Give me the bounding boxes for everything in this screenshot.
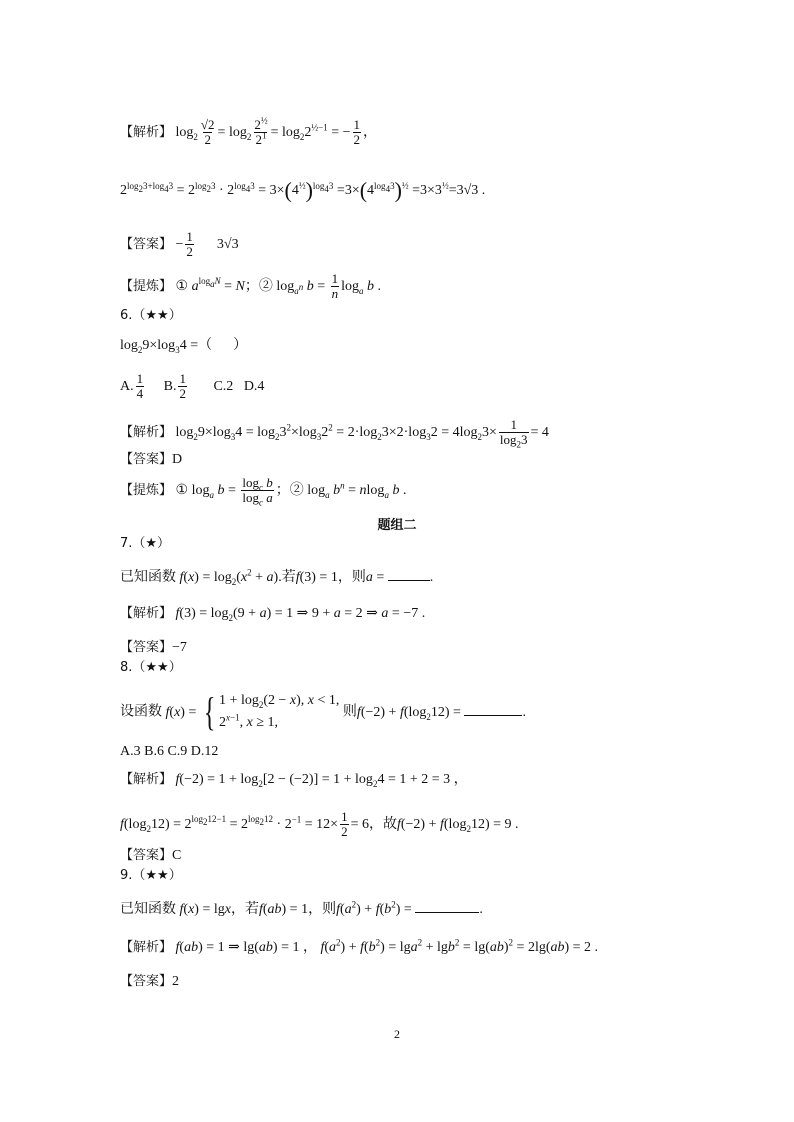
math-expression: f(ab) = 1 [258,902,309,917]
math-expression: $f(a^2) + f(b^2)$ = . [336,899,483,917]
p8-number: 8.（★★） [120,660,182,675]
answer-label: 【答案】 [120,452,173,467]
math-expression: $f(3) = \log_2(9 + a) = 1$ ⇒ 9 + a = 2 ⇒ a = −7 . [175,606,426,623]
math-expression: $f(x) = \log_2(x^2 + a)$ [179,567,279,587]
math-expression: f(x) = lgx [179,902,231,917]
answer-value: −7 [172,640,187,655]
refine-label: 【提炼】 [120,483,173,499]
math-expression: $\log_29\times\log_34 = \log_23^2\times\log_32^2 = 2\cdot\log_23\times 2\cdot\log_32 = 4\log_23\times$ $\frac{1}{\log_23}$ = 4 [175,417,549,450]
math-expression: f(ab) = 1 ⇒ lg(ab) = 1 ， $f(a^2) + f(b^2) = \lg a^2 + \lg b^2 = \lg(ab)^2 = 2\lg(ab) = 2$ . [175,937,599,955]
math-expression: $f(-2) + f(\log_212) = 9$ . [396,817,519,834]
math-expression: a = . [366,570,433,585]
math-expression: $\log_2$ $\frac{√2}{2}$ = $\log_2$ $\frac{2^{\frac{1}{2}}}{2^1}$ = $\log_22^{\frac{1}{2}-1}$ = − $\frac{1}{2}$ ， [175,115,378,148]
answer-blank[interactable] [464,701,522,716]
stem-prefix: 已知函数 [120,902,176,917]
p7-number: 7.（★） [120,536,171,551]
math-expression: $f(-2) + f(\log_212)$ = . [357,705,526,720]
p8-options[interactable]: A.3 B.6 C.9 D.12 [120,744,219,759]
answer-blank[interactable] [415,898,479,913]
p6-analysis [120,418,549,448]
section-title: 题组二 [377,518,417,533]
math-expression: $\log_29\times\log_34$ =（ ） [120,338,248,355]
p8-stem: 设函数 f(x) = { $1 + \log_2(2 - x)$, x < 1, $2^{x-1}$, x ≥ 1, 则$f(-2) + f(\log_212)$ = . [120,689,526,735]
stem-prefix: 已知函数 [120,570,176,585]
math-expression: $2^{log_23+log_43} = 2^{log_23} \cdot 2^{log_43} = 3\times(4^{\frac{1}{2}})^{log_43} =3\times(4^{log_43})^{\frac{1}{2}} =3\times 3^{\frac{1}{2}}=3√3$ . [120,178,486,203]
analysis-label: 【解析】 [120,940,173,955]
p9-answer [120,974,179,991]
option-c[interactable]: C.2 [213,379,234,395]
answer-value: C [172,848,182,863]
answer-label: 【答案】 [120,974,173,989]
answer-value: D [172,452,183,467]
stem-prefix: 设函数 [120,704,162,720]
p9-analysis [120,937,599,957]
p9-stem: 已知函数 f(x) = lgx，若f(ab) = 1，则$f(a^2) + f(b^2)$ = . [120,899,483,917]
p5-refine [120,272,381,302]
option-b[interactable]: B. $\frac{1}{2}$ [163,371,186,402]
analysis-label: 【解析】 [120,772,173,787]
p5-answer [120,230,239,260]
p9-number: 9.（★★） [120,868,182,883]
math-expression: − $\frac{1}{2}$ 3√3 [175,229,239,260]
answer-label: 【答案】 [120,237,173,253]
math-expression: $f(-2) = 1 + \log_2[2 - (-2)] = 1 + \log_24 = 1 + 2 = 3$ ， [175,772,468,789]
analysis-label: 【解析】 [120,125,173,141]
refine-label: 【提炼】 [120,279,173,295]
page-number: 2 [394,1027,400,1041]
answer-label: 【答案】 [120,848,173,863]
math-expression: ① $a^{log_aN} = N$；② $\log_{a^n} b$ = $\frac{1}{n}$ $\log_a b$ . [175,271,382,302]
p6-refine [120,476,406,506]
math-expression: f(x) = { $1 + \log_2(2 - x)$, x < 1, $2^{x-1}$, x ≥ 1, [165,689,340,735]
option-d[interactable]: D.4 [243,379,265,395]
p6-answer [120,452,182,469]
analysis-label: 【解析】 [120,425,173,441]
p6-options [120,372,264,402]
p8-answer [120,848,181,865]
p6-stem [120,338,247,355]
math-expression: f(3) = 1 [295,570,338,585]
math-expression: $f(\log_212) = 2^{log_212-1} = 2^{log_212} \cdot 2^{-1} = 12\times$ $\frac{1}{2}$ = 6 [120,809,369,840]
answer-blank[interactable] [388,566,430,581]
p7-answer [120,640,187,657]
answer-value: 2 [172,974,180,989]
p6-number: 6.（★★） [120,308,182,323]
p8-analysis-line2: $f(\log_212) = 2^{log_212-1} = 2^{log_212} \cdot 2^{-1} = 12\times$ $\frac{1}{2}$ = 6，故$f(-2) + f(\log_212) = 9$ . [120,809,519,840]
p5-analysis-line2 [120,178,485,204]
option-a[interactable]: A. $\frac{1}{4}$ [120,371,144,402]
p8-analysis-line1 [120,772,468,789]
analysis-label: 【解析】 [120,606,173,621]
p7-analysis [120,606,425,623]
math-expression: ① $\log_a b$ = $\frac{\log_c b}{\log_c a}$ ；② $\log_a b^n = nlog_a$ b . [175,475,407,508]
answer-label: 【答案】 [120,640,173,655]
p5-analysis-line1 [120,115,378,148]
p7-stem: 已知函数 $f(x) = \log_2(x^2 + a)$.若f(3) = 1，则a = . [120,567,434,587]
